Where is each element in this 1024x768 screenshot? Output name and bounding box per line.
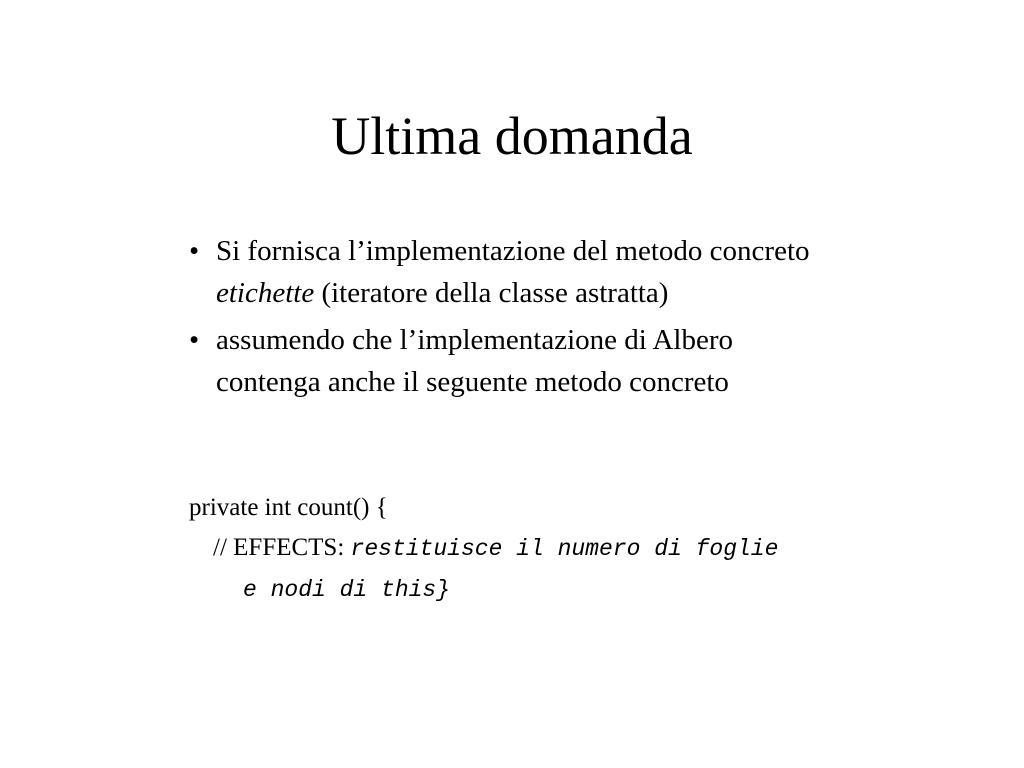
bullet-1-line-2: (iteratore della classe astratta)	[314, 277, 669, 309]
bullet-marker: •	[189, 235, 200, 267]
bullet-2-line-1: assumendo che l’implementazione di Albero	[216, 324, 734, 356]
bullet-list	[189, 230, 949, 408]
effects-comment-line-1	[189, 528, 989, 569]
effects-label: // EFFECTS:	[213, 534, 351, 561]
bullet-1-line-1: Si fornisca l’implementazione del metodo concreto	[216, 235, 810, 267]
bullet-2-line-2: contenga anche il seguente metodo concreto	[216, 366, 729, 398]
slide-title: Ultima domanda	[331, 106, 693, 166]
bullet-item-1	[189, 230, 949, 314]
effects-text-2: e nodi di this}	[243, 577, 451, 603]
bullet-marker: •	[189, 324, 200, 356]
method-name-etichette: etichette	[216, 277, 315, 309]
code-block	[189, 488, 989, 610]
effects-text-1: restituisce il numero di foglie	[350, 536, 779, 562]
bullet-item-2	[189, 319, 949, 403]
method-signature: private int count() {	[189, 494, 388, 521]
effects-comment-line-2	[189, 569, 989, 610]
